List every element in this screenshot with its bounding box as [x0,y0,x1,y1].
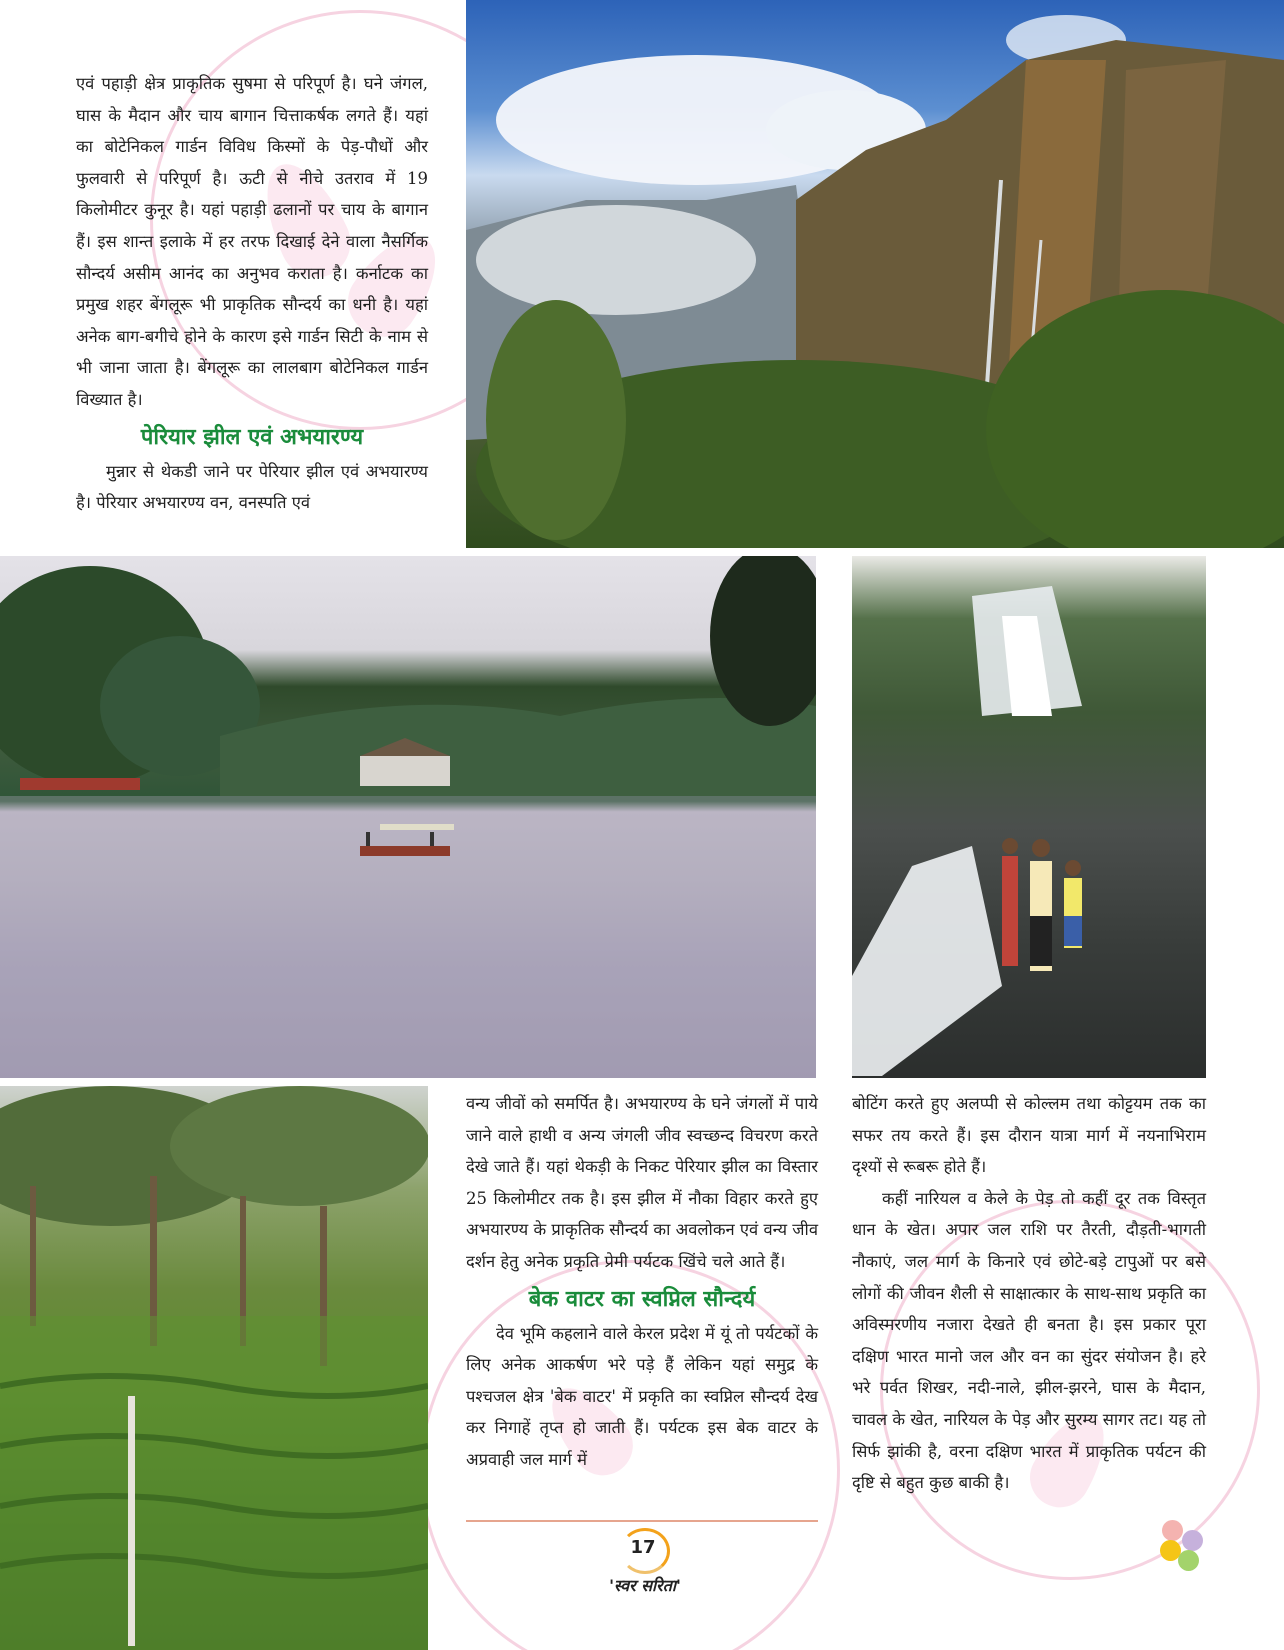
article-column-left [76,68,428,519]
article-paragraph: कहीं नारियल व केले के पेड़ तो कहीं दूर तक विस्तृत धान के खेत। अपार जल राशि पर तैरती, दौड़ती-भागती नौकाएं, जल मार्ग के किनारे एवं छोटे-बड़े टापुओं पर बसे लोगों की जीवन शैली से साक्षात्कार के साथ-साथ प्रकृति का अविस्मरणीय नजारा देखते ही बनता है। इस प्रकार पूरा दक्षिण भारत मानो जल और वन का सुंदर संयोजन है। हरे भरे पर्वत शिखर, नदी-नाले, झील-झरने, घास के मैदान, चावल के खेत, नारियल के पेड़ और सुरम्य सागर तट। यह तो सिर्फ झांकी है, वरना दक्षिण भारत में प्राकृतिक पर्यटन की दृष्टि से बहुत कुछ बाकी है। [852,1188,1206,1493]
decorative-dots-icon [1158,1518,1206,1568]
dot-green [1178,1550,1199,1571]
magazine-name: 'स्वर सरिता' [609,1576,681,1595]
article-column-middle [466,1088,818,1476]
article-column-right [852,1088,1206,1499]
page-number: 17 [630,1537,656,1558]
mountain-cliff-photo [466,0,1284,548]
article-paragraph: बोटिंग करते हुए अलप्पी से कोल्लम तथा कोट्टयम तक का सफर तय करते हैं। इस दौरान यात्रा मार्ग में नयनाभिराम दृश्यों से रूबरू होते हैं। [852,1094,1206,1177]
article-paragraph: वन्य जीवों को समर्पित है। अभयारण्य के घने जंगलों में पाये जाने वाले हाथी व अन्य जंगली जीव स्वच्छन्द विचरण करते देखे जाते हैं। यहां थेकड़ी के निकट पेरियार झील का विस्तार 25 किलोमीटर तक है। इस झील में नौका विहार करते हुए अभयारण्य के प्राकृतिक सौन्दर्य का अवलोकन एवं वन्य जीव दर्शन हेतु अनेक प्रकृति प्रेमी पर्यटक खिंचे चले आते हैं। [466,1094,818,1271]
article-paragraph: एवं पहाड़ी क्षेत्र प्राकृतिक सुषमा से परिपूर्ण है। घने जंगल, घास के मैदान और चाय बागान चित्ताकर्षक लगते हैं। यहां का बोटेनिकल गार्डन विविध किस्मों के पेड़-पौधों और फुलवारी से परिपूर्ण है। ऊटी से नीचे उतराव में 19 किलोमीटर कुनूर है। यहां पहाड़ी ढलानों पर चाय के बागान हैं। इस शान्त इलाके में हर तरफ दिखाई देने वाला नैसर्गिक सौन्दर्य असीम आनंद का अनुभव कराता है। कर्नाटक का प्रमुख शहर बेंगलूरू भी प्राकृतिक सौन्दर्य का धनी है। यहां अनेक बाग-बगीचे होने के कारण इसे गार्डन सिटी के नाम से भी जाना जाता है। बेंगलूरू का लालबाग बोटेनिकल गार्डन विख्यात है। [76,74,428,409]
lake-boating-photo [0,556,816,1078]
footer-divider [466,1520,818,1522]
article-paragraph: देव भूमि कहलाने वाले केरल प्रदेश में यूं तो पर्यटकों के लिए अनेक आकर्षण भरे पड़े हैं लेकिन यहां समुद्र के पश्चजल क्षेत्र 'बेक वाटर' में प्रकृति का स्वप्निल सौन्दर्य देख कर निगाहें तृप्त हो जाती हैं। पर्यटक इस बेक वाटर के अप्रवाही जल मार्ग में [466,1323,818,1469]
section-heading-backwater: बेक वाटर का स्वप्निल सौन्दर्य [528,1285,756,1312]
article-paragraph: मुन्नार से थेकडी जाने पर पेरियार झील एवं अभयारण्य है। पेरियार अभयारण्य वन, वनस्पति एवं [76,461,428,513]
tea-garden-photo [0,1086,428,1650]
dot-pink [1162,1520,1183,1541]
section-heading-periyar: पेरियार झील एवं अभयारण्य [140,423,364,450]
waterfall-family-photo [852,556,1206,1078]
dot-lavender [1182,1530,1203,1551]
